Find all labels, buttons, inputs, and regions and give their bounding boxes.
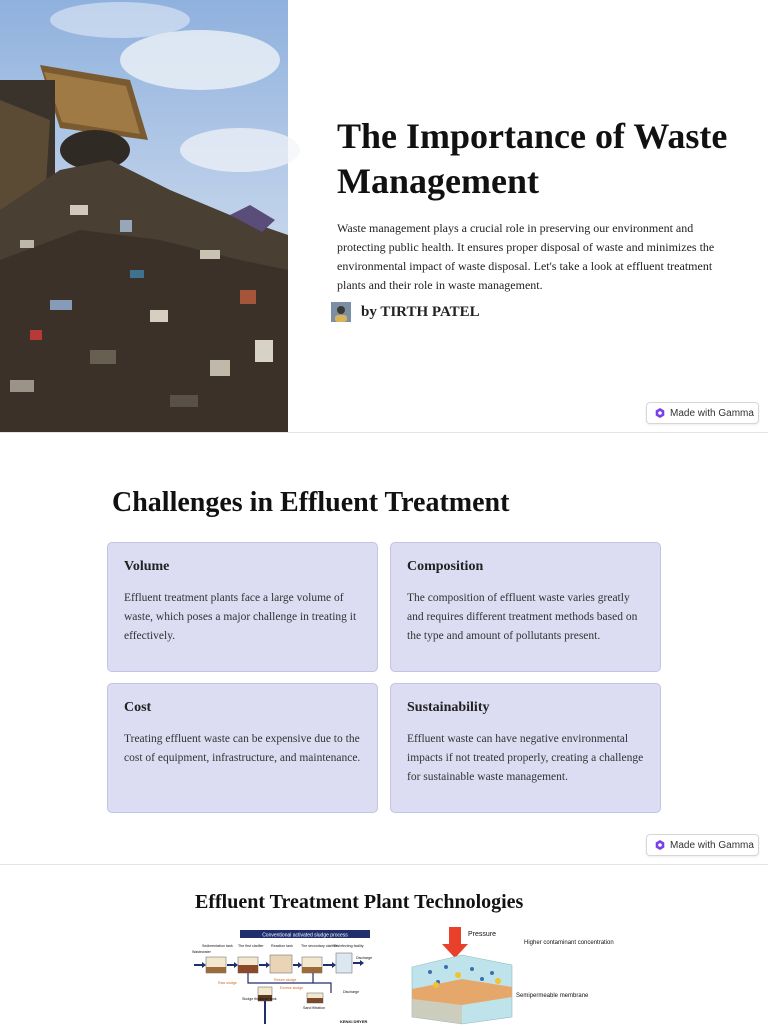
slide-divider — [0, 864, 768, 865]
diagram-label: Excess sludge — [280, 986, 304, 990]
intro-description: Waste management plays a crucial role in preserving our environment and protecting public health. It ensures proper disposal of waste and minimizes the environmental impact of waste disposal. Let's take a look at effluent treatment plants and their role in waste management. — [337, 221, 715, 292]
challenge-card-sustainability — [390, 683, 661, 813]
author-byline — [331, 302, 480, 322]
made-with-gamma-badge[interactable] — [646, 402, 759, 424]
challenges-title: Challenges in Effluent Treatment — [112, 487, 510, 518]
card-text: Treating effluent waste can be expensive due to the cost of equipment, infrastructure, and maintenance. — [124, 733, 361, 764]
diagram-label: Higher contaminant concentration — [524, 940, 614, 946]
author-name: by TIRTH PATEL — [361, 303, 480, 320]
diagram-label: Sludge thickener tank — [242, 997, 277, 1001]
avatar — [331, 302, 351, 322]
diagram-label: The secondary clarifier — [301, 944, 338, 948]
card-title: Cost — [124, 700, 152, 715]
diagram-label: Wastewater — [192, 950, 211, 954]
landfill-image — [0, 0, 288, 432]
card-title: Volume — [124, 559, 170, 574]
badge-label: Made with Gamma — [670, 407, 754, 419]
diagram-label: Return sludge — [274, 978, 297, 982]
diagram-label: Disinfecting facility — [334, 944, 364, 948]
title-slide — [0, 0, 768, 432]
card-title: Sustainability — [407, 700, 490, 715]
activated-sludge-diagram — [188, 927, 378, 1024]
diagram-label: Raw sludge — [218, 981, 237, 985]
page-title: The Importance of Waste Management — [337, 116, 728, 201]
reverse-osmosis-diagram — [402, 927, 614, 1024]
diagram-label: KENKI DRYER — [340, 1019, 368, 1024]
made-with-gamma-badge[interactable] — [646, 834, 759, 856]
diagram-label: Reaction tank — [271, 944, 293, 948]
diagram-label: Sedimentation tank — [202, 944, 233, 948]
challenge-card-volume — [107, 542, 378, 672]
challenge-card-cost — [107, 683, 378, 813]
diagram-label: Discharge — [356, 956, 373, 960]
technologies-title: Effluent Treatment Plant Technologies — [195, 891, 524, 913]
gamma-logo-icon — [655, 840, 665, 850]
challenge-card-composition — [390, 542, 661, 672]
diagram-label: The first clarifier — [238, 944, 264, 948]
diagram-label: Semipermeable membrane — [516, 993, 589, 999]
badge-label: Made with Gamma — [670, 839, 754, 851]
gamma-logo-icon — [655, 408, 665, 418]
card-text: Effluent treatment plants face a large volume of waste, which poses a major challenge in treating it effectively. — [124, 592, 357, 642]
diagram-label: Discharge — [343, 990, 360, 994]
diagram-label: Pressure — [468, 931, 497, 938]
diagram-heading: Conventional activated sludge process — [262, 932, 348, 939]
card-text: The composition of effluent waste varies greatly and requires different treatment methods based on the type and amount of pollutants present. — [407, 592, 638, 642]
card-text: Effluent waste can have negative environmental impacts if not treated properly, creating a challenge for sustainable waste management. — [407, 733, 644, 783]
card-title: Composition — [407, 559, 484, 574]
diagram-label: Sand filtration — [303, 1006, 325, 1010]
slide-divider — [0, 432, 768, 433]
